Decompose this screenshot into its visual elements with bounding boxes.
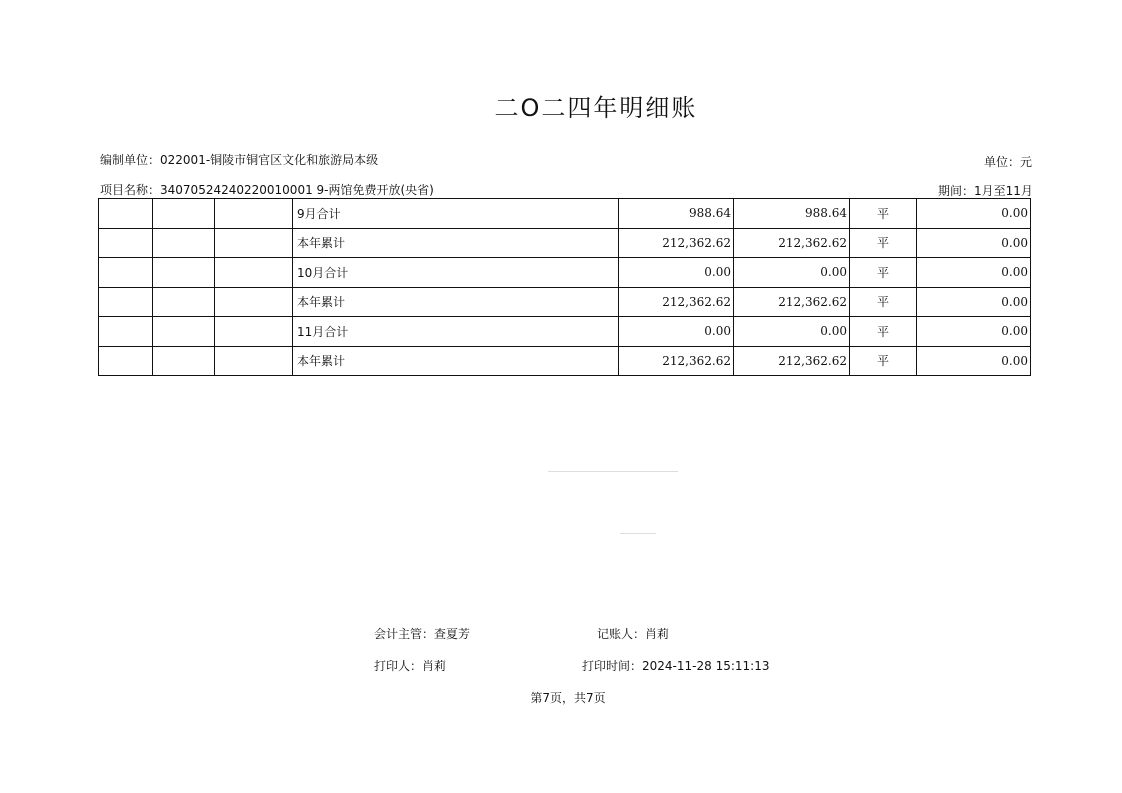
credit-cell: 988.64 (734, 199, 850, 229)
voucher-cell (215, 228, 293, 258)
day-cell (153, 258, 215, 288)
balance-cell: 0.00 (917, 317, 1031, 347)
ledger-body (99, 199, 1031, 376)
credit-cell: 212,362.62 (734, 287, 850, 317)
day-cell (153, 346, 215, 376)
ledger-row (99, 258, 1031, 288)
credit-cell: 212,362.62 (734, 228, 850, 258)
day-cell (153, 317, 215, 347)
print-time (582, 657, 769, 674)
ledger-row (99, 317, 1031, 347)
print-time-label: 打印时间： (582, 659, 643, 673)
direction-cell: 平 (850, 287, 917, 317)
voucher-cell (215, 287, 293, 317)
summary-cell: 本年累计 (293, 228, 619, 258)
voucher-cell (215, 258, 293, 288)
month-cell (99, 258, 153, 288)
compiler-unit-label: 编制单位： (100, 153, 161, 167)
summary-cell: 9月合计 (293, 199, 619, 229)
printer-value: 肖莉 (422, 659, 447, 673)
supervisor-label: 会计主管： (374, 627, 435, 641)
balance-cell: 0.00 (917, 258, 1031, 288)
month-cell (99, 228, 153, 258)
scan-artifact (548, 471, 678, 472)
bookkeeper-label: 记账人： (597, 627, 646, 641)
balance-cell: 0.00 (917, 287, 1031, 317)
currency-unit (984, 153, 1032, 170)
voucher-cell (215, 346, 293, 376)
project-name-value: 34070524240220010001 9-两馆免费开放(央省) (160, 183, 434, 197)
summary-cell: 11月合计 (293, 317, 619, 347)
debit-cell: 0.00 (619, 258, 734, 288)
project-name-label: 项目名称： (100, 183, 161, 197)
ledger-row (99, 228, 1031, 258)
debit-cell: 212,362.62 (619, 228, 734, 258)
debit-cell: 0.00 (619, 317, 734, 347)
printer-label: 打印人： (374, 659, 423, 673)
summary-cell: 本年累计 (293, 346, 619, 376)
ledger-row (99, 287, 1031, 317)
ledger-title: 二O二四年明细账 (494, 94, 698, 122)
day-cell (153, 199, 215, 229)
supervisor-value: 查夏芳 (434, 627, 471, 641)
ledger-row (99, 346, 1031, 376)
day-cell (153, 287, 215, 317)
period-label: 期间： (938, 184, 975, 198)
accounting-supervisor (374, 625, 470, 642)
direction-cell: 平 (850, 199, 917, 229)
debit-cell: 212,362.62 (619, 346, 734, 376)
printer (374, 657, 446, 674)
credit-cell: 0.00 (734, 258, 850, 288)
period-value: 1月至11月 (974, 184, 1033, 198)
direction-cell: 平 (850, 258, 917, 288)
project-name (100, 181, 434, 198)
summary-cell: 10月合计 (293, 258, 619, 288)
debit-cell: 212,362.62 (619, 287, 734, 317)
month-cell (99, 287, 153, 317)
balance-cell: 0.00 (917, 199, 1031, 229)
month-cell (99, 346, 153, 376)
page-number: 第7页，共7页 (530, 691, 606, 705)
print-time-value: 2024-11-28 15:11:13 (642, 659, 770, 673)
summary-cell: 本年累计 (293, 287, 619, 317)
bookkeeper (597, 625, 669, 642)
ledger-table (98, 198, 1031, 376)
credit-cell: 0.00 (734, 317, 850, 347)
scan-artifact (620, 533, 656, 534)
currency-unit-value: 元 (1020, 155, 1033, 169)
debit-cell: 988.64 (619, 199, 734, 229)
direction-cell: 平 (850, 346, 917, 376)
month-cell (99, 199, 153, 229)
month-cell (99, 317, 153, 347)
direction-cell: 平 (850, 228, 917, 258)
compiler-unit-value: 022001-铜陵市铜官区文化和旅游局本级 (160, 153, 379, 167)
balance-cell: 0.00 (917, 228, 1031, 258)
compiler-unit (100, 151, 378, 168)
balance-cell: 0.00 (917, 346, 1031, 376)
period (938, 182, 1033, 199)
day-cell (153, 228, 215, 258)
credit-cell: 212,362.62 (734, 346, 850, 376)
bookkeeper-value: 肖莉 (645, 627, 670, 641)
ledger-row (99, 199, 1031, 229)
voucher-cell (215, 199, 293, 229)
voucher-cell (215, 317, 293, 347)
direction-cell: 平 (850, 317, 917, 347)
currency-unit-label: 单位： (984, 155, 1021, 169)
